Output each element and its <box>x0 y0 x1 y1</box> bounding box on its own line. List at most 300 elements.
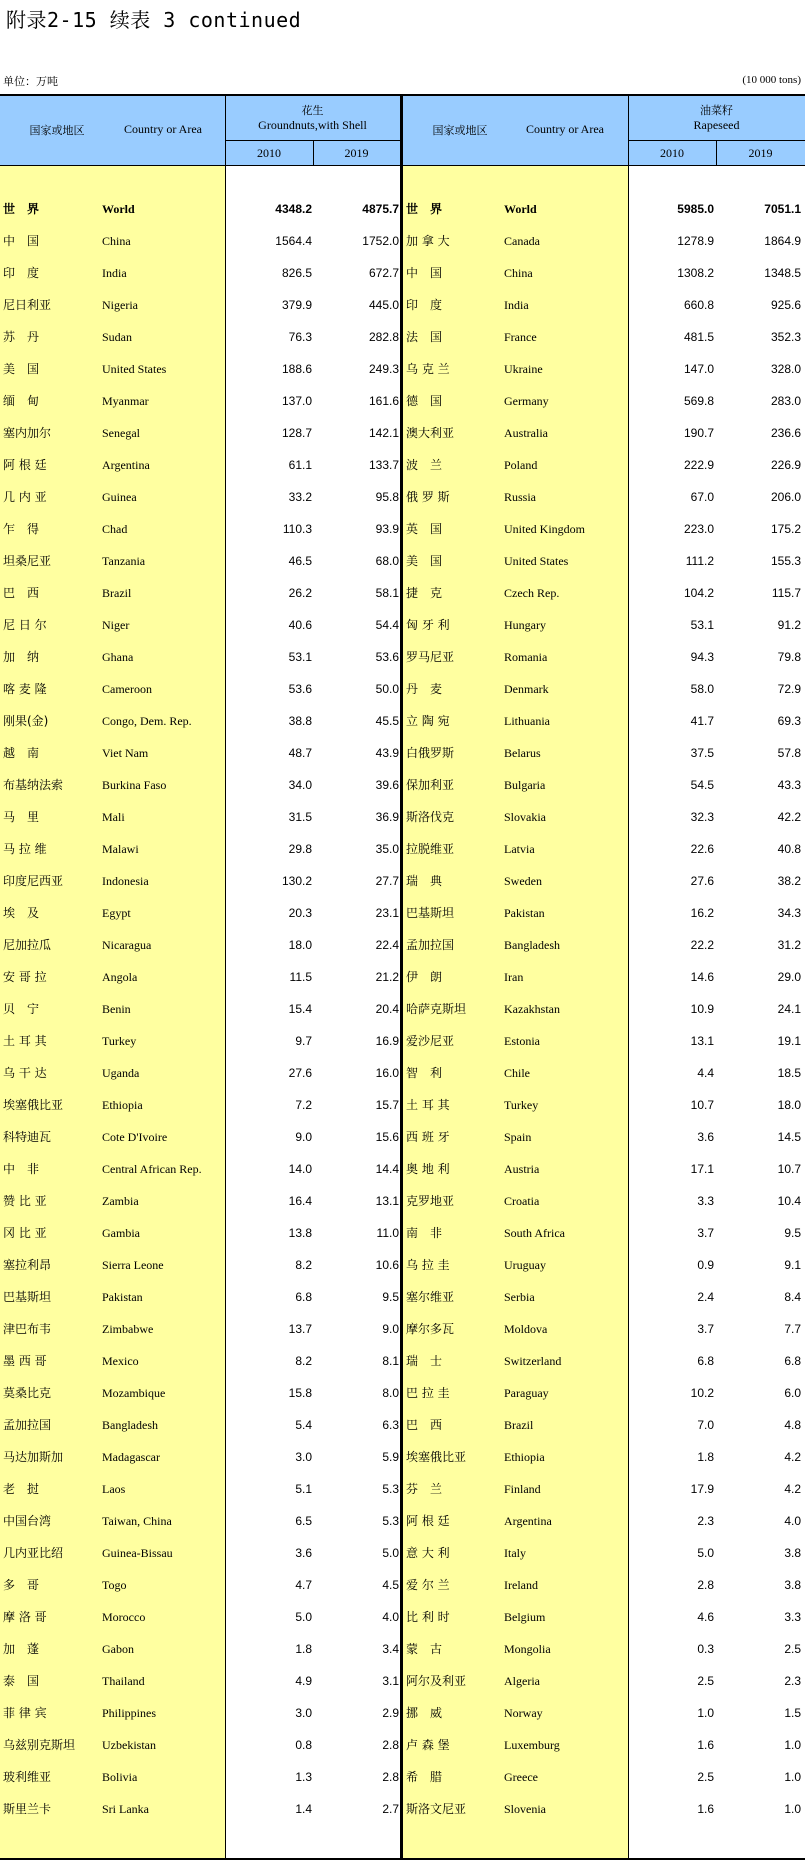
left-country-en: Uganda <box>102 1066 140 1080</box>
rapeseed-2010-value: 104.2 <box>683 586 714 600</box>
groundnuts-2010-value: 8.2 <box>295 1354 312 1368</box>
right-country-en: Argentina <box>504 1514 552 1528</box>
rapeseed-2019-value: 3.3 <box>784 1610 801 1624</box>
groundnuts-2019-value: 6.3 <box>382 1418 399 1432</box>
rapeseed-2010-value: 1.8 <box>697 1450 714 1464</box>
right-country-cn: 伊 朗 <box>406 970 443 984</box>
right-country-cn: 蒙 古 <box>406 1642 443 1656</box>
right-country-en: Uruguay <box>504 1258 546 1272</box>
rapeseed-2010-value: 2.5 <box>697 1674 714 1688</box>
right-country-en: United States <box>504 554 569 568</box>
left-country-cn: 中 国 <box>3 234 40 248</box>
rapeseed-2019-value: 6.8 <box>784 1354 801 1368</box>
right-country-cn: 世 界 <box>406 202 443 216</box>
rapeseed-2019-value: 328.0 <box>770 362 801 376</box>
right-country-en: Slovenia <box>504 1802 546 1816</box>
right-country-cn: 土 耳 其 <box>406 1098 450 1112</box>
groundnuts-2019-value: 1752.0 <box>362 234 399 248</box>
right-year-2019: 2019 <box>748 146 773 160</box>
groundnuts-2019-value: 20.4 <box>375 1002 399 1016</box>
groundnuts-2019-value: 5.9 <box>382 1450 399 1464</box>
groundnuts-2010-value: 15.4 <box>288 1002 312 1016</box>
left-country-en: Gambia <box>102 1226 140 1240</box>
left-country-cn: 喀 麦 隆 <box>3 682 47 696</box>
groundnuts-2019-value: 8.0 <box>382 1386 399 1400</box>
page-title: 附录2-15 续表 3 continued <box>6 8 302 32</box>
right-country-en: Slovakia <box>504 810 546 824</box>
left-country-en: Angola <box>102 970 138 984</box>
rapeseed-2010-value: 569.8 <box>683 394 714 408</box>
right-country-cn: 英 国 <box>406 522 443 536</box>
right-country-cn: 塞尔维亚 <box>406 1290 455 1304</box>
rapeseed-2010-value: 1308.2 <box>677 266 714 280</box>
groundnuts-2010-value: 1564.4 <box>275 234 312 248</box>
right-country-cn: 匈 牙 利 <box>406 618 450 632</box>
left-country-en: Sudan <box>102 330 132 344</box>
right-year-2010: 2010 <box>660 146 684 160</box>
left-country-cn: 莫桑比克 <box>3 1386 52 1400</box>
groundnuts-2019-value: 36.9 <box>375 810 399 824</box>
groundnuts-2010-value: 379.9 <box>281 298 312 312</box>
right-header-country-en: Country or Area <box>526 122 604 136</box>
rapeseed-2019-value: 4.0 <box>784 1514 801 1528</box>
rapeseed-2019-value: 206.0 <box>770 490 801 504</box>
table-row <box>0 257 805 289</box>
groundnuts-2019-value: 16.9 <box>375 1034 399 1048</box>
left-country-cn: 斯里兰卡 <box>3 1802 52 1816</box>
groundnuts-2010-value: 130.2 <box>281 874 312 888</box>
groundnuts-2019-value: 35.0 <box>375 842 399 856</box>
table-row <box>0 1537 805 1569</box>
right-country-cn: 立 陶 宛 <box>406 714 450 728</box>
left-country-cn: 马 拉 维 <box>3 842 47 856</box>
rapeseed-2010-value: 3.7 <box>697 1226 714 1240</box>
left-country-cn: 尼 日 尔 <box>3 618 47 632</box>
groundnuts-2019-value: 5.0 <box>382 1546 399 1560</box>
groundnuts-2019-value: 68.0 <box>375 554 399 568</box>
right-country-cn: 拉脱维亚 <box>406 842 455 856</box>
groundnuts-2019-value: 53.6 <box>375 650 399 664</box>
groundnuts-2010-value: 48.7 <box>288 746 312 760</box>
table-row <box>0 577 805 609</box>
rapeseed-2010-value: 7.0 <box>697 1418 714 1432</box>
rapeseed-2019-value: 1.5 <box>784 1706 801 1720</box>
left-country-cn: 中国台湾 <box>3 1514 52 1528</box>
left-country-cn: 老 挝 <box>3 1482 40 1496</box>
groundnuts-2010-value: 26.2 <box>288 586 312 600</box>
rapeseed-2010-value: 14.6 <box>690 970 714 984</box>
rapeseed-2010-value: 111.2 <box>685 554 714 568</box>
table-row <box>0 1409 805 1441</box>
rapeseed-2010-value: 223.0 <box>683 522 714 536</box>
groundnuts-2019-value: 45.5 <box>375 714 399 728</box>
table-row <box>0 1249 805 1281</box>
groundnuts-2010-value: 0.8 <box>295 1738 312 1752</box>
rapeseed-2010-value: 53.1 <box>690 618 714 632</box>
table-row <box>0 481 805 513</box>
right-country-cn: 比 利 时 <box>406 1610 450 1624</box>
groundnuts-2019-value: 3.1 <box>382 1674 399 1688</box>
rapeseed-2019-value: 72.9 <box>777 682 801 696</box>
left-country-cn: 墨 西 哥 <box>3 1354 47 1368</box>
right-country-en: Austria <box>504 1162 540 1176</box>
groundnuts-2010-value: 137.0 <box>281 394 312 408</box>
rapeseed-header-en: Rapeseed <box>693 118 740 132</box>
groundnuts-2019-value: 9.5 <box>382 1290 399 1304</box>
left-country-cn: 津巴布韦 <box>3 1322 52 1336</box>
left-country-cn: 印 度 <box>3 266 40 280</box>
groundnuts-2010-value: 33.2 <box>288 490 312 504</box>
right-country-en: Algeria <box>504 1674 540 1688</box>
groundnuts-2010-value: 46.5 <box>288 554 312 568</box>
table-row <box>0 673 805 705</box>
left-country-cn: 乍 得 <box>3 522 40 536</box>
left-country-en: Guinea-Bissau <box>102 1546 173 1560</box>
rapeseed-2010-value: 0.3 <box>697 1642 714 1656</box>
rapeseed-2010-value: 1.0 <box>697 1706 714 1720</box>
groundnuts-2019-value: 4875.7 <box>362 202 399 216</box>
left-country-en: Morocco <box>102 1610 146 1624</box>
left-country-en: Zambia <box>102 1194 139 1208</box>
rapeseed-2019-value: 1348.5 <box>764 266 801 280</box>
right-country-cn: 印 度 <box>406 298 443 312</box>
table-row <box>0 289 805 321</box>
table-row <box>0 1377 805 1409</box>
left-country-en: Thailand <box>102 1674 145 1688</box>
table-row <box>0 1281 805 1313</box>
table-row <box>0 1697 805 1729</box>
right-country-cn: 乌 克 兰 <box>406 362 450 376</box>
right-country-en: Croatia <box>504 1194 540 1208</box>
rapeseed-2010-value: 94.3 <box>690 650 714 664</box>
groundnuts-2010-value: 1.3 <box>295 1770 312 1784</box>
right-country-en: World <box>504 202 537 216</box>
groundnuts-2010-value: 18.0 <box>288 938 312 952</box>
groundnuts-2019-value: 133.7 <box>368 458 399 472</box>
unit-label-en: (10 000 tons) <box>742 74 801 86</box>
rapeseed-2019-value: 14.5 <box>777 1130 801 1144</box>
left-country-cn: 泰 国 <box>3 1674 40 1688</box>
right-country-cn: 瑞 典 <box>406 874 443 888</box>
left-country-cn: 冈 比 亚 <box>3 1226 47 1240</box>
groundnuts-2019-value: 4.5 <box>382 1578 399 1592</box>
rapeseed-2010-value: 3.7 <box>697 1322 714 1336</box>
rapeseed-2019-value: 79.8 <box>777 650 801 664</box>
right-country-cn: 埃塞俄比亚 <box>406 1450 467 1464</box>
groundnuts-2010-value: 20.3 <box>288 906 312 920</box>
right-country-en: Switzerland <box>504 1354 562 1368</box>
table-row <box>0 641 805 673</box>
unit-label-cn: 单位：万吨 <box>3 75 58 88</box>
rapeseed-2019-value: 8.4 <box>784 1290 801 1304</box>
groundnuts-2010-value: 5.4 <box>295 1418 312 1432</box>
right-country-cn: 芬 兰 <box>406 1482 443 1496</box>
groundnuts-2010-value: 15.8 <box>288 1386 312 1400</box>
rapeseed-2010-value: 41.7 <box>690 714 714 728</box>
table-row <box>0 449 805 481</box>
rapeseed-2019-value: 34.3 <box>777 906 801 920</box>
left-country-cn: 埃 及 <box>3 906 40 920</box>
right-country-cn: 挪 威 <box>406 1706 443 1720</box>
groundnuts-2010-value: 6.8 <box>295 1290 312 1304</box>
rapeseed-2010-value: 2.5 <box>697 1770 714 1784</box>
right-header-country-cn: 国家或地区 <box>432 124 488 137</box>
table-row <box>0 1025 805 1057</box>
groundnuts-2010-value: 31.5 <box>288 810 312 824</box>
right-country-en: Australia <box>504 426 548 440</box>
left-country-cn: 几 内 亚 <box>3 490 47 504</box>
table-row <box>0 993 805 1025</box>
left-country-cn: 土 耳 其 <box>3 1034 47 1048</box>
left-country-cn: 赞 比 亚 <box>3 1194 47 1208</box>
left-country-cn: 中 非 <box>3 1162 40 1176</box>
left-country-en: Niger <box>102 618 130 632</box>
table-row <box>0 737 805 769</box>
groundnuts-2010-value: 53.6 <box>288 682 312 696</box>
groundnuts-2019-value: 39.6 <box>375 778 399 792</box>
groundnuts-2010-value: 7.2 <box>295 1098 312 1112</box>
left-country-en: Nigeria <box>102 298 138 312</box>
left-country-en: Central African Rep. <box>102 1162 202 1176</box>
right-country-cn: 希 腊 <box>406 1770 443 1784</box>
left-country-cn: 阿 根 廷 <box>3 458 47 472</box>
groundnuts-2010-value: 53.1 <box>288 650 312 664</box>
rapeseed-2019-value: 115.7 <box>771 586 801 600</box>
groundnuts-2019-value: 142.1 <box>368 426 399 440</box>
rapeseed-2019-value: 3.8 <box>784 1578 801 1592</box>
table-row <box>0 1345 805 1377</box>
right-country-en: Estonia <box>504 1034 540 1048</box>
left-country-cn: 马达加斯加 <box>3 1450 64 1464</box>
right-country-en: Sweden <box>504 874 542 888</box>
right-country-en: Romania <box>504 650 548 664</box>
left-country-cn: 摩 洛 哥 <box>3 1610 47 1624</box>
right-country-en: Ukraine <box>504 362 543 376</box>
left-country-cn: 尼加拉瓜 <box>3 938 52 952</box>
left-country-en: Malawi <box>102 842 139 856</box>
rapeseed-2010-value: 22.2 <box>690 938 714 952</box>
left-country-en: Gabon <box>102 1642 134 1656</box>
left-country-cn: 安 哥 拉 <box>3 970 47 984</box>
left-country-cn: 贝 宁 <box>3 1002 40 1016</box>
groundnuts-2019-value: 3.4 <box>382 1642 399 1656</box>
rapeseed-2010-value: 1.6 <box>697 1738 714 1752</box>
right-country-cn: 斯洛伐克 <box>406 810 455 824</box>
left-country-cn: 坦桑尼亚 <box>3 554 52 568</box>
groundnuts-2010-value: 29.8 <box>288 842 312 856</box>
left-country-cn: 埃塞俄比亚 <box>3 1098 64 1112</box>
right-country-en: Canada <box>504 234 540 248</box>
rapeseed-2010-value: 17.9 <box>690 1482 714 1496</box>
table-row <box>0 513 805 545</box>
groundnuts-2019-value: 8.1 <box>382 1354 399 1368</box>
groundnuts-2010-value: 40.6 <box>288 618 312 632</box>
groundnuts-2010-value: 110.3 <box>282 522 312 536</box>
groundnuts-2010-value: 5.1 <box>295 1482 312 1496</box>
left-country-cn: 孟加拉国 <box>3 1418 52 1432</box>
groundnuts-2010-value: 4348.2 <box>275 202 312 216</box>
right-country-cn: 瑞 士 <box>406 1354 443 1368</box>
left-country-en: Benin <box>102 1002 131 1016</box>
right-country-cn: 乌 拉 圭 <box>406 1258 450 1272</box>
rapeseed-2010-value: 147.0 <box>683 362 714 376</box>
left-country-en: Mexico <box>102 1354 139 1368</box>
left-country-cn: 马 里 <box>3 810 40 824</box>
left-country-cn: 世 界 <box>3 202 40 216</box>
right-country-en: Serbia <box>504 1290 535 1304</box>
left-country-en: Argentina <box>102 458 150 472</box>
rapeseed-2019-value: 4.2 <box>784 1482 801 1496</box>
left-country-en: Brazil <box>102 586 132 600</box>
groundnuts-2019-value: 21.2 <box>375 970 399 984</box>
left-country-en: Ethiopia <box>102 1098 143 1112</box>
groundnuts-2010-value: 13.8 <box>288 1226 312 1240</box>
right-country-cn: 孟加拉国 <box>406 938 455 952</box>
left-year-2019: 2019 <box>344 146 369 160</box>
groundnuts-2010-value: 188.6 <box>281 362 312 376</box>
groundnuts-2019-value: 23.1 <box>375 906 399 920</box>
right-country-en: Iran <box>504 970 524 984</box>
rapeseed-2019-value: 175.2 <box>770 522 801 536</box>
left-country-cn: 巴基斯坦 <box>3 1290 52 1304</box>
table-row <box>0 833 805 865</box>
groundnuts-2010-value: 27.6 <box>288 1066 312 1080</box>
groundnuts-2019-value: 2.9 <box>382 1706 399 1720</box>
left-country-en: Sierra Leone <box>102 1258 164 1272</box>
right-country-en: Bulgaria <box>504 778 546 792</box>
rapeseed-2019-value: 40.8 <box>777 842 801 856</box>
groundnuts-2010-value: 3.0 <box>295 1450 312 1464</box>
table-row <box>0 385 805 417</box>
left-country-cn: 乌 干 达 <box>3 1066 47 1080</box>
rapeseed-2019-value: 236.6 <box>770 426 801 440</box>
left-country-en: Tanzania <box>102 554 146 568</box>
groundnuts-2010-value: 4.7 <box>295 1578 312 1592</box>
left-country-en: Madagascar <box>102 1450 160 1464</box>
rapeseed-2010-value: 58.0 <box>690 682 714 696</box>
groundnuts-2019-value: 15.6 <box>375 1130 399 1144</box>
right-country-cn: 保加利亚 <box>406 778 455 792</box>
right-country-en: Chile <box>504 1066 530 1080</box>
rapeseed-2010-value: 27.6 <box>690 874 714 888</box>
groundnuts-header-cn: 花生 <box>301 104 324 117</box>
left-country-en: Bangladesh <box>102 1418 158 1432</box>
table-row <box>0 1505 805 1537</box>
left-country-en: Philippines <box>102 1706 157 1720</box>
left-country-cn: 尼日利亚 <box>3 298 52 312</box>
left-country-cn: 菲 律 宾 <box>3 1706 47 1720</box>
rapeseed-2019-value: 2.3 <box>784 1674 801 1688</box>
left-country-en: Cameroon <box>102 682 152 696</box>
right-country-en: Belgium <box>504 1610 546 1624</box>
right-country-cn: 西 班 牙 <box>406 1130 450 1144</box>
right-country-en: Russia <box>504 490 537 504</box>
rapeseed-2019-value: 3.8 <box>784 1546 801 1560</box>
right-country-cn: 捷 克 <box>406 586 443 600</box>
rapeseed-2010-value: 10.2 <box>690 1386 714 1400</box>
table-row <box>0 1761 805 1793</box>
rapeseed-2010-value: 5.0 <box>697 1546 714 1560</box>
rapeseed-2019-value: 1.0 <box>784 1738 801 1752</box>
left-country-en: India <box>102 266 127 280</box>
right-country-cn: 爱沙尼亚 <box>406 1034 455 1048</box>
left-country-cn: 玻利维亚 <box>3 1770 52 1784</box>
table-row <box>0 1121 805 1153</box>
right-country-en: Czech Rep. <box>504 586 560 600</box>
table-row <box>0 801 805 833</box>
rapeseed-2019-value: 24.1 <box>777 1002 801 1016</box>
rapeseed-2019-value: 29.0 <box>777 970 801 984</box>
right-country-cn: 阿 根 廷 <box>406 1514 450 1528</box>
rapeseed-2010-value: 660.8 <box>683 298 714 312</box>
rapeseed-2010-value: 1.6 <box>697 1802 714 1816</box>
groundnuts-header-en: Groundnuts,with Shell <box>258 118 367 132</box>
groundnuts-2010-value: 8.2 <box>295 1258 312 1272</box>
rapeseed-2019-value: 925.6 <box>770 298 801 312</box>
groundnuts-2010-value: 9.0 <box>295 1130 312 1144</box>
rapeseed-2019-value: 42.2 <box>777 810 801 824</box>
groundnuts-2010-value: 1.8 <box>295 1642 312 1656</box>
left-country-cn: 印度尼西亚 <box>3 874 64 888</box>
left-country-en: Bolivia <box>102 1770 138 1784</box>
right-country-en: Kazakhstan <box>504 1002 560 1016</box>
left-country-cn: 苏 丹 <box>3 330 40 344</box>
groundnuts-2010-value: 76.3 <box>288 330 312 344</box>
table-row <box>0 1441 805 1473</box>
rapeseed-2019-value: 31.2 <box>777 938 801 952</box>
rapeseed-2019-value: 18.5 <box>777 1066 801 1080</box>
table-row <box>0 1793 805 1825</box>
groundnuts-2010-value: 3.6 <box>295 1546 312 1560</box>
right-country-cn: 澳大利亚 <box>406 426 455 440</box>
groundnuts-2019-value: 11.0 <box>376 1226 399 1240</box>
left-country-en: Egypt <box>102 906 131 920</box>
table-row <box>0 1633 805 1665</box>
groundnuts-2019-value: 2.7 <box>382 1802 399 1816</box>
groundnuts-2019-value: 43.9 <box>375 746 399 760</box>
table-row <box>0 545 805 577</box>
rapeseed-2019-value: 226.9 <box>770 458 801 472</box>
groundnuts-2010-value: 9.7 <box>295 1034 312 1048</box>
right-country-en: Turkey <box>504 1098 539 1112</box>
right-country-cn: 白俄罗斯 <box>406 746 455 760</box>
left-year-2010: 2010 <box>257 146 281 160</box>
left-country-cn: 布基纳法索 <box>3 778 64 792</box>
rapeseed-2010-value: 2.4 <box>697 1290 714 1304</box>
table-row <box>0 321 805 353</box>
rapeseed-2019-value: 4.8 <box>784 1418 801 1432</box>
left-country-en: Taiwan, China <box>102 1514 172 1528</box>
right-country-cn: 巴 西 <box>406 1418 443 1432</box>
rapeseed-2019-value: 7.7 <box>784 1322 801 1336</box>
rapeseed-2010-value: 3.6 <box>697 1130 714 1144</box>
rapeseed-2019-value: 7051.1 <box>764 202 801 216</box>
right-country-cn: 卢 森 堡 <box>406 1738 450 1752</box>
left-country-en: Myanmar <box>102 394 149 408</box>
rapeseed-2019-value: 57.8 <box>777 746 801 760</box>
rapeseed-2010-value: 22.6 <box>690 842 714 856</box>
right-country-en: Mongolia <box>504 1642 551 1656</box>
right-country-en: South Africa <box>504 1226 565 1240</box>
right-country-en: United Kingdom <box>504 522 585 536</box>
groundnuts-2019-value: 13.1 <box>375 1194 399 1208</box>
table-row <box>0 705 805 737</box>
right-country-en: Ethiopia <box>504 1450 545 1464</box>
left-country-cn: 越 南 <box>3 746 40 760</box>
groundnuts-2010-value: 5.0 <box>295 1610 312 1624</box>
groundnuts-2010-value: 4.9 <box>295 1674 312 1688</box>
left-country-en: Indonesia <box>102 874 149 888</box>
